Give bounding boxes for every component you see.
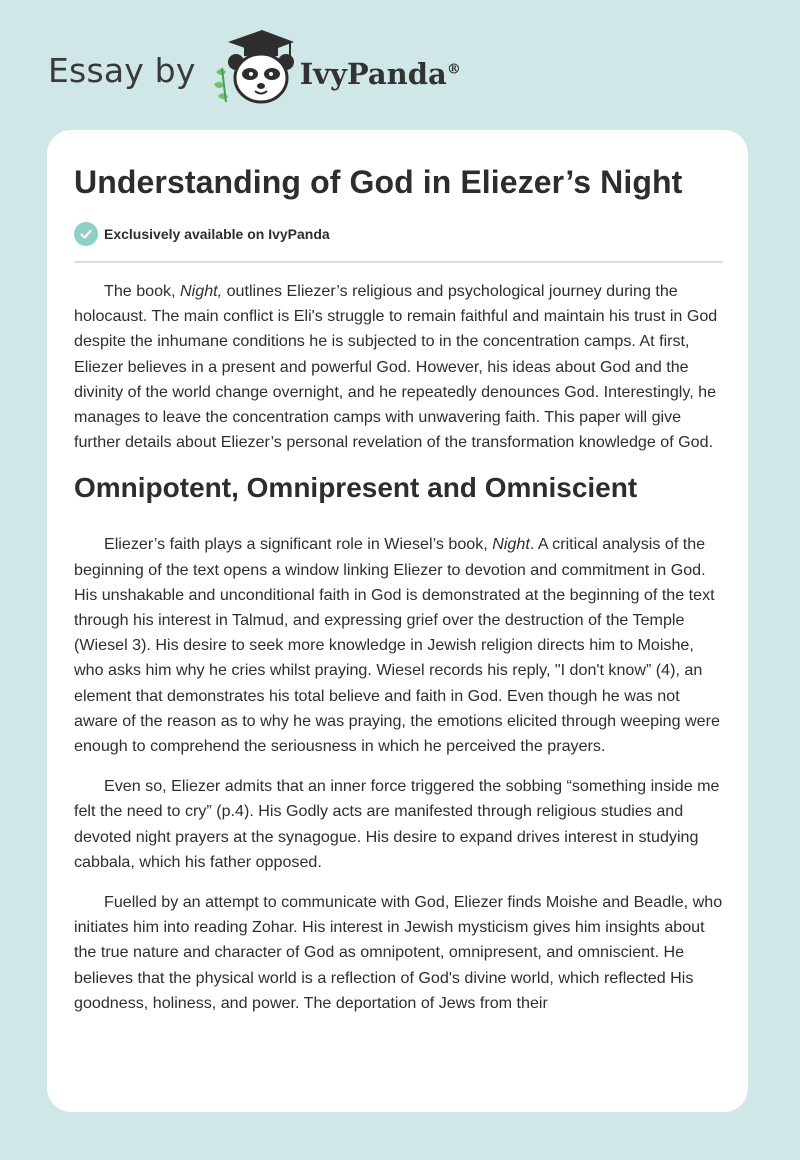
essay-title: Understanding of God in Eliezer’s Night — [74, 164, 683, 200]
panda-logo-icon — [210, 28, 296, 113]
section-heading: Omnipotent, Omnipresent and Omniscient — [74, 472, 638, 504]
exclusive-badge — [74, 222, 330, 246]
para1-text-end: . A critical analysis of the beginning of the text opens a window linking Eliezer to devotion and commitment in God. His unshakable and unconditional faith in God is demonstrated at the beginning of the text through his interest in Talmud, and expressing grief over the destruction of the Temple (Wiesel 3). His desire to seek more knowledge in Jewish religion directs him to Moishe, who asks him why he cries whilst praying. Wiesel records his reply, "I don't know” (4), an element that demonstrates his total believe and faith in God. Even though he was not aware of the reason as to why he was praying, the emotions elicited through weeping were enough to comprehend the seriousness in which he perceived the prayers. — [74, 535, 720, 756]
essay-by-label: Essay by — [48, 50, 196, 90]
para1-text-start: Eliezer’s faith plays a significant role in Wiesel’s book, — [104, 535, 493, 554]
brand-name — [300, 57, 461, 91]
check-icon — [74, 222, 98, 246]
site-header — [48, 30, 748, 110]
body-paragraph-3: Fuelled by an attempt to communicate with God, Eliezer finds Moishe and Beadle, who initiates him into reading Zohar. His interest in Jewish mysticism gives him insights about the true nature and character of God as omnipotent, omnipresent, and omniscient. He believes that the physical world is a reflection of God's divine world, which reflected His goodness, holiness, and power. The deportation of Jews from their — [74, 893, 723, 1012]
badge-text: Exclusively available on IvyPanda — [104, 226, 330, 242]
brand-text: IvyPanda — [299, 57, 447, 91]
body-paragraph-2: Even so, Eliezer admits that an inner force triggered the sobbing “something inside me felt the need to cry” (p.4). His Godly acts are manifested through religious studies and devoted night prayers at the synagogue. His desire to expand drives interest in studying cabbala, which his father opposed. — [74, 777, 720, 871]
intro-text-start: The book, — [104, 282, 181, 300]
book-title-italic: Night, — [180, 282, 223, 300]
registered-mark: ® — [446, 61, 461, 78]
essay-body — [74, 279, 726, 1031]
ivypanda-logo-link[interactable] — [210, 28, 461, 113]
divider — [74, 261, 723, 263]
body-paragraph-1 — [74, 532, 726, 759]
intro-paragraph — [74, 279, 726, 455]
essay-card — [47, 130, 748, 1112]
book-title-italic: Night — [492, 535, 530, 554]
intro-text-end: outlines Eliezer’s religious and psychological journey during the holocaust. The main conflict is Eli's struggle to remain faithful and maintain his trust in God despite the inhumane conditions he is subjected to in the concentration camps. At first, Eliezer believes in a present and powerful God. However, his ideas about God and the divinity of the world change overnight, and he repeatedly denounces God. Interestingly, he manages to leave the concentration camps with unwavering faith. This paper will give further details about Eliezer’s personal revelation of the transformation knowledge of God. — [74, 282, 718, 452]
